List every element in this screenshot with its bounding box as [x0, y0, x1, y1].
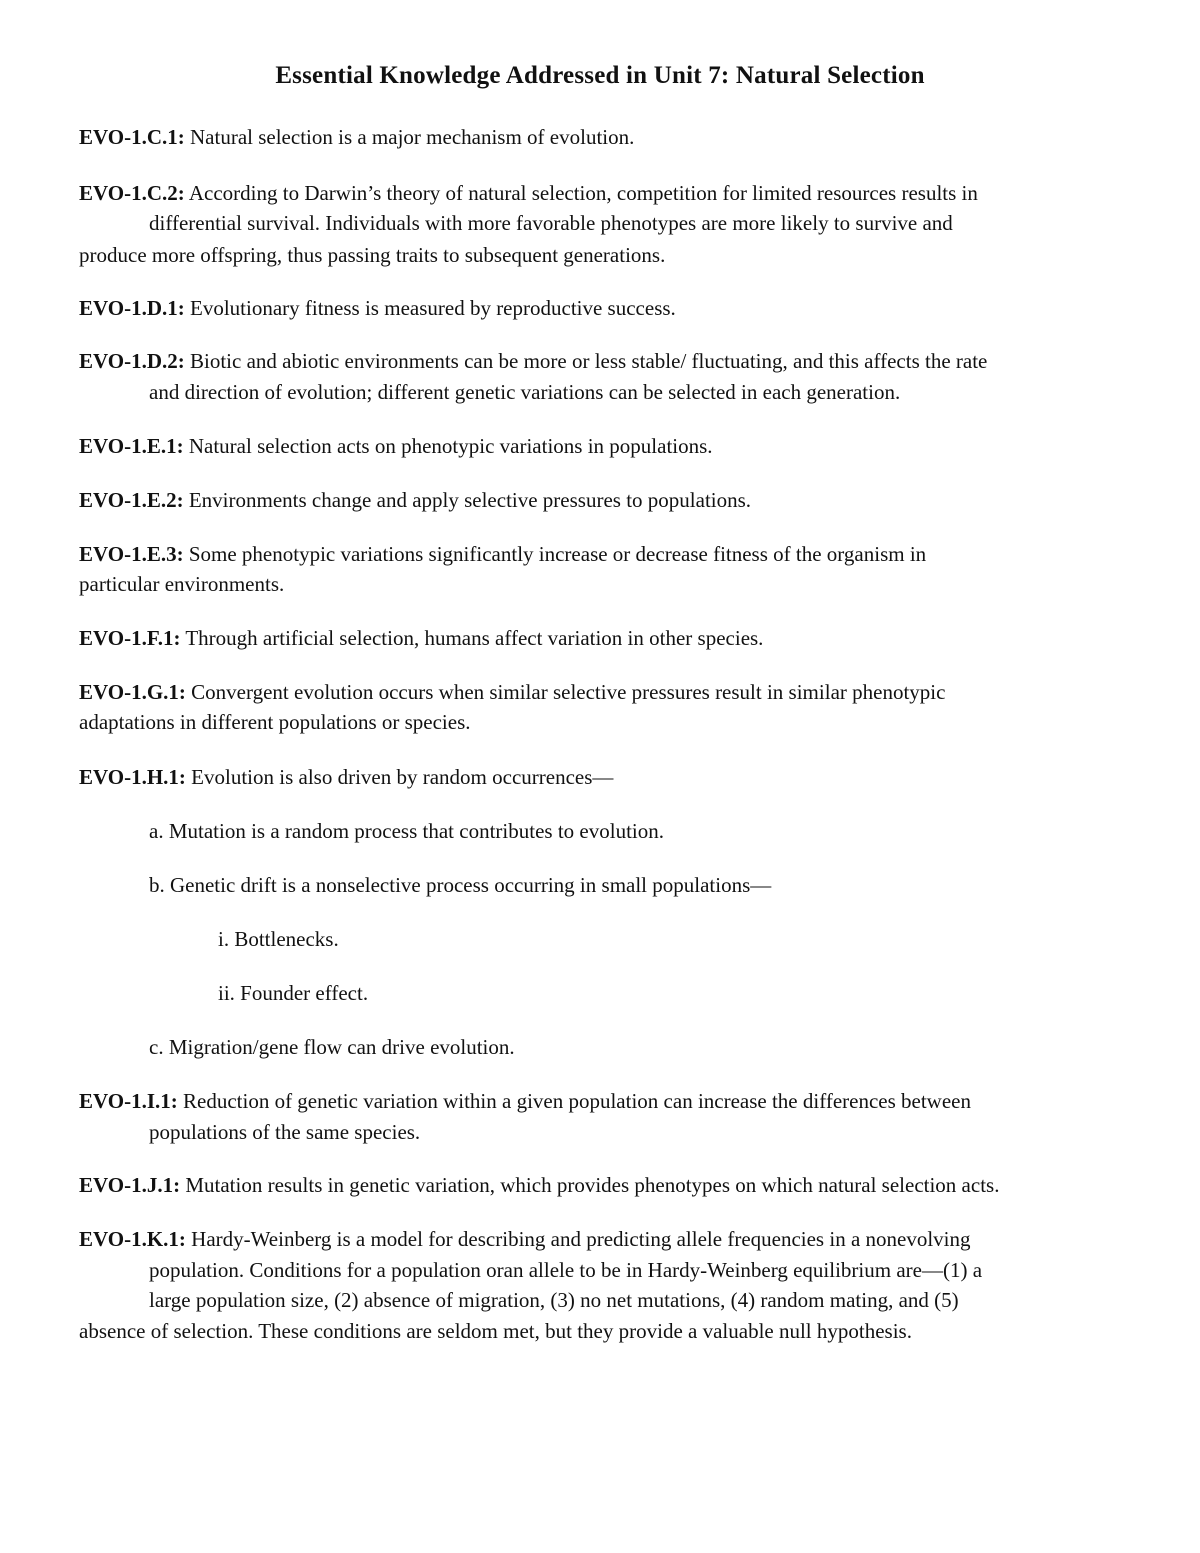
ek-text: Some phenotypic variations significantly increase or decrease fitness of the organism in: [188, 542, 927, 566]
ek-text: Reduction of genetic variation within a given population can increase the differences between: [183, 1089, 971, 1113]
ek-code: EVO-1.G.1:: [79, 680, 186, 704]
ek-text: Through artificial selection, humans affect variation in other species.: [185, 626, 764, 650]
ek-text: Mutation results in genetic variation, which provides phenotypes on which natural selection acts.: [185, 1173, 1000, 1197]
ek-text: Hardy-Weinberg is a model for describing and predicting allele frequencies in a nonevolving: [191, 1227, 971, 1251]
ek-code: EVO-1.H.1:: [79, 765, 186, 789]
ek-code: EVO-1.D.2:: [79, 349, 185, 373]
ek-item: [79, 623, 763, 653]
ek-item: [79, 762, 613, 792]
ek-item: [79, 1086, 971, 1116]
ek-text: Environments change and apply selective pressures to populations.: [188, 488, 752, 512]
ek-subitem: b. Genetic drift is a nonselective process occurring in small populations—: [149, 873, 772, 897]
ek-code: EVO-1.D.1:: [79, 296, 185, 320]
ek-subsubitem: i. Bottlenecks.: [218, 927, 339, 951]
ek-code: EVO-1.K.1:: [79, 1227, 186, 1251]
ek-subitem: a. Mutation is a random process that contributes to evolution.: [149, 819, 664, 843]
ek-subitem: c. Migration/gene flow can drive evolution.: [149, 1035, 515, 1059]
ek-text-line: particular environments.: [79, 572, 285, 596]
ek-text: Evolution is also driven by random occurrences—: [191, 765, 614, 789]
ek-item: [79, 539, 926, 569]
ek-text-line: differential survival. Individuals with more favorable phenotypes are more likely to survive and: [149, 211, 953, 235]
ek-text: Biotic and abiotic environments can be more or less stable/ fluctuating, and this affects the rate: [190, 349, 988, 373]
ek-item: [79, 178, 978, 208]
ek-item: [79, 431, 713, 461]
ek-text: Convergent evolution occurs when similar selective pressures result in similar phenotypic: [191, 680, 946, 704]
ek-item: [79, 293, 676, 323]
ek-code: EVO-1.E.2:: [79, 488, 184, 512]
ek-item: [79, 346, 987, 376]
ek-item: [79, 1170, 999, 1200]
ek-item: [79, 485, 751, 515]
ek-text-line: adaptations in different populations or species.: [79, 710, 471, 734]
ek-text-line: and direction of evolution; different genetic variations can be selected in each generation.: [149, 380, 901, 404]
ek-text-line: produce more offspring, thus passing traits to subsequent generations.: [79, 243, 666, 267]
ek-item: [79, 122, 634, 152]
ek-item: [79, 677, 945, 707]
ek-subsubitem: ii. Founder effect.: [218, 981, 369, 1005]
ek-code: EVO-1.J.1:: [79, 1173, 181, 1197]
ek-text-line: population. Conditions for a population oran allele to be in Hardy-Weinberg equilibrium are—(1) a: [149, 1258, 983, 1282]
ek-text-line: absence of selection. These conditions are seldom met, but they provide a valuable null hypothesis.: [79, 1319, 912, 1343]
ek-code: EVO-1.I.1:: [79, 1089, 178, 1113]
ek-text-line: large population size, (2) absence of migration, (3) no net mutations, (4) random mating, and (5): [149, 1288, 959, 1312]
ek-text: Natural selection acts on phenotypic variations in populations.: [188, 434, 713, 458]
ek-code: EVO-1.E.1:: [79, 434, 184, 458]
ek-code: EVO-1.C.2:: [79, 181, 185, 205]
ek-text: According to Darwin’s theory of natural selection, competition for limited resources results in: [188, 181, 978, 205]
ek-code: EVO-1.C.1:: [79, 125, 185, 149]
document-title: Essential Knowledge Addressed in Unit 7: Natural Selection: [275, 62, 925, 89]
ek-item: [79, 1224, 971, 1254]
ek-text: Evolutionary fitness is measured by reproductive success.: [190, 296, 676, 320]
ek-text: Natural selection is a major mechanism of evolution.: [190, 125, 635, 149]
ek-code: EVO-1.F.1:: [79, 626, 181, 650]
ek-code: EVO-1.E.3:: [79, 542, 184, 566]
ek-text-line: populations of the same species.: [149, 1120, 421, 1144]
